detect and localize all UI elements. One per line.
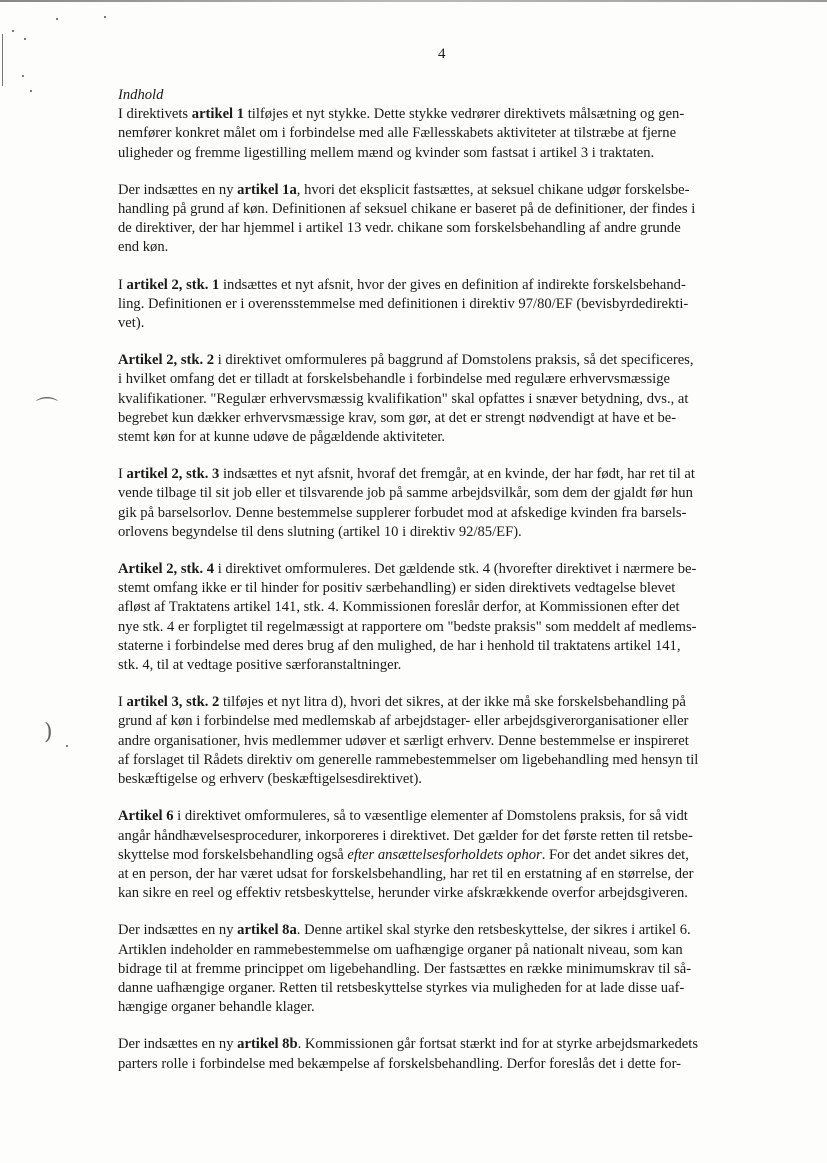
- text-line: [118, 979, 780, 998]
- text-run: Der indsættes en ny: [118, 922, 238, 939]
- paragraph: [118, 105, 780, 163]
- text-line: [118, 807, 780, 826]
- scan-speck: [24, 38, 26, 40]
- text-run: begrebet kun dækker erhvervsmæssige krav, som gør, at det er strengt nødvendigt at have et be-: [118, 409, 677, 426]
- text-run: Der indsættes en ny: [118, 181, 238, 198]
- scan-speck: [104, 16, 106, 18]
- text-line: [118, 751, 780, 770]
- text-run: afløst af Traktatens artikel 141, stk. 4. Kommissionen foreslår derfor, at Kommissionen efter det: [118, 599, 680, 616]
- text-run: , hvori det eksplicit fastsættes, at seksuel chikane udgør forskelsbe-: [296, 181, 690, 198]
- text-line: [118, 598, 780, 617]
- text-run: stemt køn for at kunne udøve de pågældende aktiviteter.: [118, 429, 446, 446]
- text-line: [118, 181, 780, 200]
- text-line: [118, 144, 780, 163]
- emphasis-text: efter ansættelsesforholdets ophor: [347, 846, 542, 863]
- paragraph: [118, 807, 780, 903]
- text-run: . Denne artikel skal styrke den retsbeskyttelse, der sikres i artikel 6.: [296, 922, 691, 939]
- text-line: [118, 523, 780, 542]
- text-run: uligheder og fremme ligestilling mellem mænd og kvinder som fastsat i artikel 3 i traktaten.: [118, 144, 655, 161]
- article-reference: artikel 1: [191, 106, 245, 123]
- text-run: hængige organer behandle klager.: [118, 999, 315, 1016]
- text-run: vende tilbage til sit job eller et tilsvarende job på samme arbejdsvilkår, som dem der gjaldt før hun: [118, 485, 693, 502]
- text-line: [118, 921, 780, 940]
- article-reference: artikel 8b: [237, 1036, 298, 1053]
- text-line: [118, 637, 780, 656]
- text-line: [118, 579, 780, 598]
- text-run: I: [118, 694, 127, 711]
- text-line: [118, 732, 780, 751]
- text-line: [118, 465, 780, 484]
- text-run: . For det andet sikres det,: [541, 846, 689, 863]
- text-run: Der indsættes en ny: [118, 1036, 238, 1053]
- text-line: [118, 998, 780, 1017]
- text-line: [118, 390, 780, 409]
- paragraph-list: [118, 105, 780, 1074]
- text-line: [118, 276, 780, 295]
- text-line: [118, 1035, 780, 1054]
- text-line: [118, 504, 780, 523]
- text-run: indsættes et nyt afsnit, hvoraf det fremgår, at en kvinde, der har født, har ret til at: [219, 466, 695, 483]
- text-line: [118, 770, 780, 789]
- paragraph: [118, 276, 780, 334]
- text-line: [118, 1055, 780, 1074]
- text-line: [118, 351, 780, 370]
- text-run: staterne i forbindelse med deres brug af den mulighed, de har i henhold til traktatens artikel 141,: [118, 637, 681, 654]
- text-run: I direktivets: [118, 106, 192, 123]
- text-line: [118, 865, 780, 884]
- text-run: tilføjes et nyt stykke. Dette stykke vedrører direktivets målsætning og gen-: [244, 106, 685, 123]
- text-line: [118, 712, 780, 731]
- text-line: [118, 960, 780, 979]
- text-run: i hvilket omfang det er tilladt at forskelsbehandle i forbindelse med regulære erhvervsmæssige: [118, 371, 670, 388]
- article-reference: Artikel 2, stk. 4: [118, 561, 215, 578]
- scan-speck: [22, 75, 24, 77]
- text-line: [118, 105, 780, 124]
- text-run: kvalifikationer. "Regulær erhvervsmæssig kvalifikation" skal opfattes i snæver betydning, dvs., at: [118, 390, 689, 407]
- text-line: [118, 370, 780, 389]
- paragraph: [118, 351, 780, 447]
- section-heading: Indhold: [118, 87, 164, 103]
- text-run: at en person, der har været udsat for forskelsbehandling, har ret til en erstatning af en størrelse, der: [118, 865, 694, 882]
- text-line: [118, 238, 780, 257]
- text-run: I: [118, 466, 127, 483]
- paragraph: [118, 693, 780, 789]
- text-run: gik på barselsorlov. Denne bestemmelse supplerer forbudet mod at afskedige kvinden fra barsels-: [118, 504, 687, 521]
- text-run: beskæftigelse og erhverv (beskæftigelsesdirektivet).: [118, 771, 422, 788]
- text-line: [118, 656, 780, 675]
- text-run: kan sikre en reel og effektiv retsbeskyttelse, herunder virke afskrækkende overfor arbejdsgiveren.: [118, 885, 688, 902]
- text-run: andre organisationer, hvis medlemmer udøver et særligt erhverv. Denne bestemmelse er inspireret: [118, 732, 689, 749]
- margin-hole-mark: ⌒: [36, 397, 59, 422]
- paragraph: [118, 921, 780, 1017]
- text-run: danne uafhængige organer. Retten til retsbeskyttelse styrkes via muligheden for at lade disse uaf-: [118, 979, 685, 996]
- article-reference: artikel 8a: [237, 922, 297, 939]
- text-run: Artiklen indeholder en rammebestemmelse om uafhængige organer på nationalt niveau, som kan: [118, 941, 683, 958]
- text-run: stemt omfang ikke er til hinder for positiv særbehandling) er siden direktivets vedtagelse blevet: [118, 580, 676, 597]
- paragraph: [118, 181, 780, 258]
- paragraph: [118, 560, 780, 675]
- article-reference: artikel 1a: [237, 181, 297, 198]
- text-run: af forslaget til Rådets direktiv om generelle rammebestemmelser om ligebehandling med hensyn til: [118, 751, 699, 768]
- text-line: [118, 884, 780, 903]
- text-line: [118, 618, 780, 637]
- page-number: 4: [438, 46, 446, 62]
- text-run: angår håndhævelsesprocedurer, inkorporeres i direktivet. Det gælder for det første retten til retsbe-: [118, 827, 693, 844]
- margin-hole-mark: ): [44, 720, 53, 745]
- text-run: stk. 4, til at vedtage positive særforanstaltninger.: [118, 657, 402, 674]
- text-run: nemfører konkret målet om i forbindelse med alle Fællesskabets aktiviteter at tilstræbe at fjerne: [118, 125, 677, 142]
- scan-speck: [30, 90, 32, 92]
- scan-speck: [66, 745, 68, 747]
- scan-speck: [56, 18, 58, 20]
- article-reference: Artikel 6: [118, 808, 174, 825]
- article-reference: artikel 2, stk. 1: [126, 276, 220, 293]
- text-run: i direktivet omformuleres. Det gældende stk. 4 (hvorefter direktivet i nærmere be-: [214, 561, 697, 578]
- document-body: [118, 86, 780, 1092]
- text-line: [118, 428, 780, 447]
- text-line: [118, 484, 780, 503]
- text-run: nye stk. 4 er forpligtet til regelmæssigt at rapportere om "bedste praksis" som meddelt af medlems-: [118, 618, 697, 635]
- scan-edge-left: [2, 34, 3, 86]
- text-line: [118, 295, 780, 314]
- text-run: vet).: [118, 315, 145, 332]
- text-line: [118, 560, 780, 579]
- text-run: i direktivet omformuleres, så to væsentlige elementer af Domstolens praksis, for så vidt: [173, 808, 688, 825]
- scan-speck: [12, 30, 14, 32]
- article-reference: Artikel 2, stk. 2: [118, 352, 215, 369]
- scan-edge-top: [0, 0, 827, 2]
- article-reference: artikel 3, stk. 2: [126, 694, 220, 711]
- text-run: I: [118, 276, 127, 293]
- text-line: [118, 941, 780, 960]
- text-run: grund af køn i forbindelse med medlemskab af arbejdstager- eller arbejdsgiverorganisationer eller: [118, 713, 689, 730]
- text-line: [118, 124, 780, 143]
- text-line: [118, 409, 780, 428]
- text-run: tilføjes et nyt litra d), hvori det sikres, at der ikke må ske forskelsbehandling på: [219, 694, 686, 711]
- text-run: handling på grund af køn. Definitionen af seksuel chikane er baseret på de definitioner, der findes i: [118, 201, 696, 218]
- text-run: ling. Definitionen er i overensstemmelse med definitionen i direktiv 97/80/EF (bevisbyrdedirekti-: [118, 295, 689, 312]
- text-run: indsættes et nyt afsnit, hvor der gives en definition af indirekte forskelsbehand-: [219, 276, 686, 293]
- text-run: i direktivet omformuleres på baggrund af Domstolens praksis, så det specificeres,: [214, 352, 694, 369]
- text-line: [118, 314, 780, 333]
- paragraph: [118, 465, 780, 542]
- text-line: [118, 693, 780, 712]
- text-run: orlovens begyndelse til dens slutning (artikel 10 i direktiv 92/85/EF).: [118, 523, 522, 540]
- text-line: [118, 846, 780, 865]
- text-line: [118, 200, 780, 219]
- text-run: . Kommissionen går fortsat stærkt ind for at styrke arbejdsmarkedets: [297, 1036, 699, 1053]
- text-run: end køn.: [118, 239, 169, 256]
- text-line: [118, 827, 780, 846]
- article-reference: artikel 2, stk. 3: [126, 466, 220, 483]
- text-run: parters rolle i forbindelse med bekæmpelse af forskelsbehandling. Derfor foreslås det i dette for-: [118, 1055, 681, 1072]
- paragraph: [118, 1035, 780, 1073]
- text-line: [118, 219, 780, 238]
- text-run: bidrage til at fremme princippet om ligebehandling. Der fastsættes en række minimumskrav til så-: [118, 960, 692, 977]
- text-run: de direktiver, der har hjemmel i artikel 13 vedr. chikane som forskelsbehandling af andre grunde: [118, 220, 681, 237]
- text-run: skyttelse mod forskelsbehandling også: [118, 846, 348, 863]
